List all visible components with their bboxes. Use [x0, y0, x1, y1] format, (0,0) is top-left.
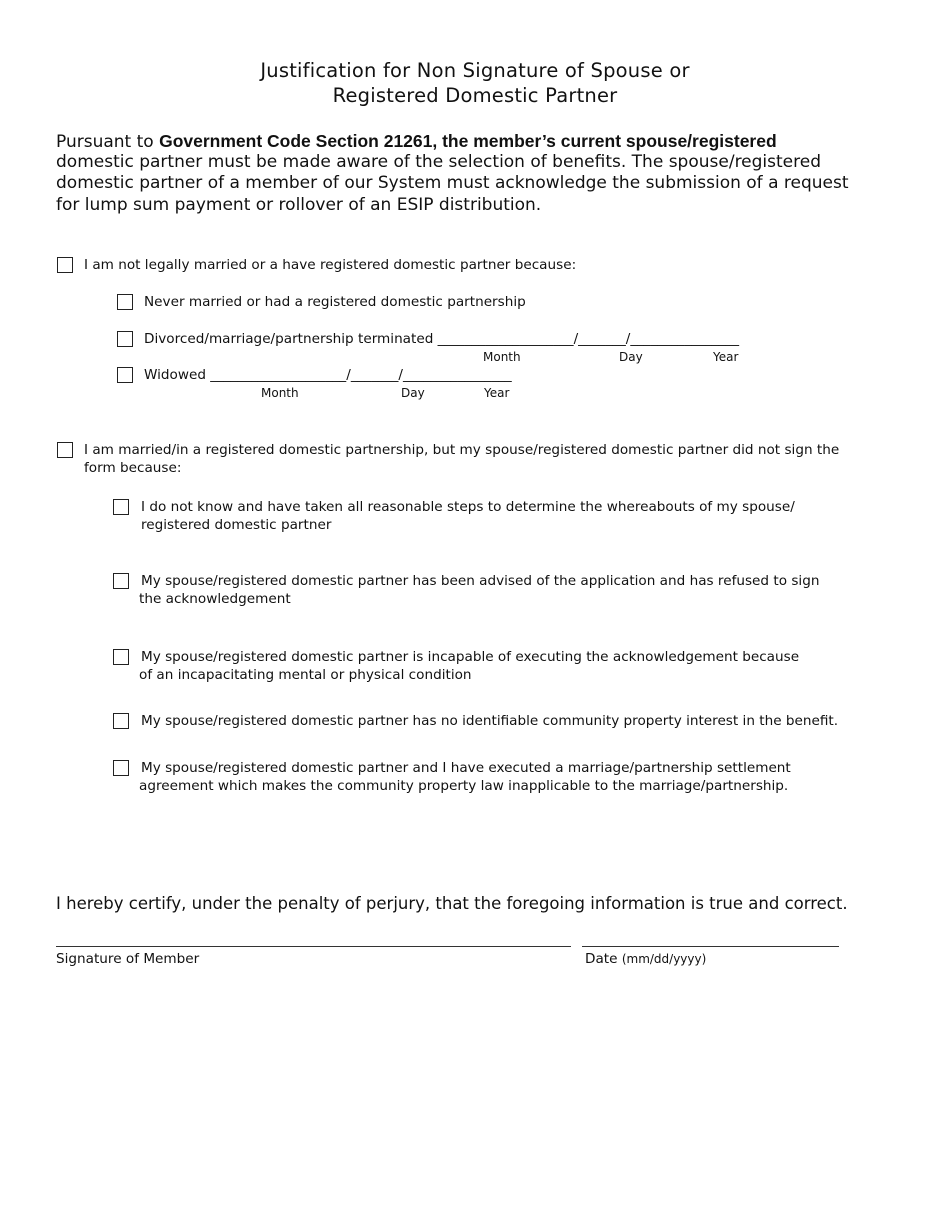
form-title-line2: Registered Domestic Partner	[332, 84, 618, 107]
date-line[interactable]	[582, 946, 839, 947]
intro-bold-text: Government Code Section 21261, the member’s current spouse/registered	[159, 131, 777, 151]
settlement-agreement-line2: agreement which makes the community property law inapplicable to the marriage/partnership.	[139, 778, 789, 794]
intro-line1	[56, 131, 896, 153]
incapable-checkbox[interactable]	[113, 649, 129, 665]
date-format-hint: (mm/dd/yyyy)	[621, 952, 707, 966]
signature-line[interactable]	[56, 946, 571, 947]
widowed-checkbox[interactable]	[117, 367, 133, 383]
not-married-label: I am not legally married or a have registered domestic partner because:	[84, 257, 577, 273]
incapable-line2: of an incapacitating mental or physical condition	[139, 667, 472, 683]
no-property-interest-line1: My spouse/registered domestic partner has no identifiable community property interest in the benefit.	[141, 713, 839, 729]
married-label-line2: form because:	[84, 460, 182, 476]
signature-label: Signature of Member	[56, 951, 200, 967]
intro-line4: for lump sum payment or rollover of an ESIP distribution.	[56, 195, 542, 215]
widowed-year-label: Year	[484, 386, 510, 400]
widowed-month-label: Month	[261, 386, 299, 400]
date-label	[585, 951, 706, 967]
intro-line2: domestic partner must be made aware of the selection of benefits. The spouse/registered	[56, 152, 821, 172]
divorced-month-label: Month	[483, 350, 521, 364]
never-married-label: Never married or had a registered domestic partnership	[144, 294, 526, 310]
whereabouts-unknown-line2: registered domestic partner	[141, 517, 332, 533]
certification-statement: I hereby certify, under the penalty of perjury, that the foregoing information is true and correct.	[56, 894, 848, 913]
intro-line3: domestic partner of a member of our System must acknowledge the submission of a request	[56, 173, 849, 193]
divorced-label: Divorced/marriage/partnership terminated ____________________/_______/________________	[144, 331, 740, 347]
whereabouts-unknown-line1: I do not know and have taken all reasonable steps to determine the whereabouts of my spouse/	[141, 499, 795, 515]
refused-to-sign-line1: My spouse/registered domestic partner has been advised of the application and has refused to sign	[141, 573, 820, 589]
refused-to-sign-line2: the acknowledgement	[139, 591, 291, 607]
refused-to-sign-checkbox[interactable]	[113, 573, 129, 589]
widowed-label: Widowed ____________________/_______/________________	[144, 367, 512, 383]
divorced-year-label: Year	[713, 350, 739, 364]
married-checkbox[interactable]	[57, 442, 73, 458]
no-property-interest-checkbox[interactable]	[113, 713, 129, 729]
married-label-line1: I am married/in a registered domestic partnership, but my spouse/registered domestic partner did not sign the	[84, 442, 840, 458]
whereabouts-unknown-checkbox[interactable]	[113, 499, 129, 515]
incapable-line1: My spouse/registered domestic partner is incapable of executing the acknowledgement because	[141, 649, 800, 665]
settlement-agreement-checkbox[interactable]	[113, 760, 129, 776]
never-married-checkbox[interactable]	[117, 294, 133, 310]
divorced-day-label: Day	[619, 350, 643, 364]
not-married-checkbox[interactable]	[57, 257, 73, 273]
form-title-line1: Justification for Non Signature of Spouse or	[260, 59, 690, 82]
divorced-checkbox[interactable]	[117, 331, 133, 347]
settlement-agreement-line1: My spouse/registered domestic partner and I have executed a marriage/partnership settlement	[141, 760, 791, 776]
widowed-day-label: Day	[401, 386, 425, 400]
date-label-text: Date	[585, 951, 618, 967]
intro-prefix: Pursuant to	[56, 132, 160, 152]
